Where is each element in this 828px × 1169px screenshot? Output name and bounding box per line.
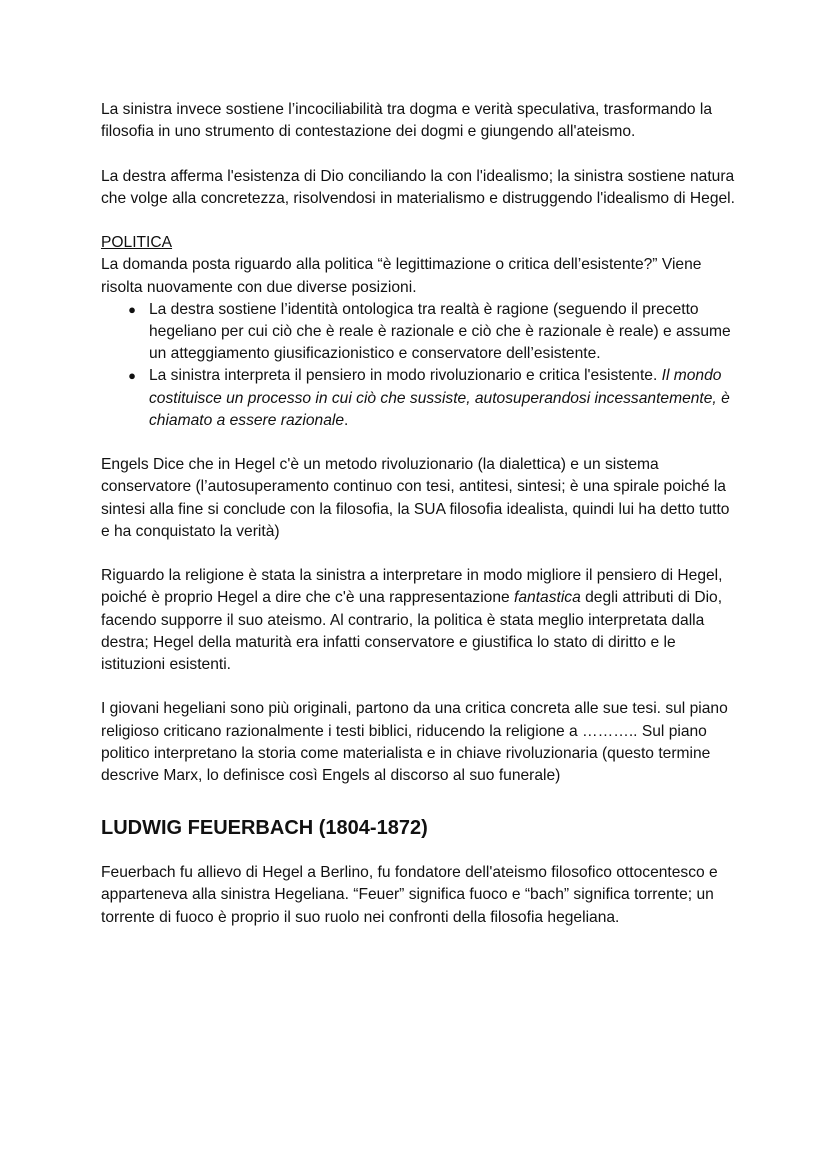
section-gap	[101, 842, 741, 862]
document-page	[101, 99, 741, 929]
paragraph-gap	[101, 210, 741, 232]
bullet-text-destra: La destra sostiene l’identità ontologica tra realtà è ragione (seguendo il precetto hegeliano per cui ciò che è reale è razionale e ciò che è razionale è reale) e assume un atteggiamento giusificazionistico e conservatore dell’esistente.	[149, 300, 731, 363]
bullet-text-sinistra-end: .	[344, 411, 349, 429]
paragraph-destra-sinistra: La destra afferma l'esistenza di Dio conciliando la con l'idealismo; la sinistra sostiene natura che volge alla concretezza, risolvendosi in materialismo e distruggendo l'idealismo di Hegel.	[101, 167, 735, 207]
bullet-text-sinistra: La sinistra interpreta il pensiero in modo rivoluzionario e critica l'esistente.	[149, 367, 662, 385]
bullet-text-sinistra-italic: Il mondo costituisce un processo in cui ciò che sussiste, autosuperandosi incessantemente, è chiamato a essere razionale	[149, 367, 730, 429]
politica-heading: POLITICA	[101, 234, 173, 252]
paragraph-religione	[101, 565, 741, 676]
bullet-icon: ●	[128, 368, 136, 384]
paragraph-gap	[101, 143, 741, 165]
religione-italic-word: fantastica	[514, 589, 581, 607]
paragraph-feuerbach: Feuerbach fu allievo di Hegel a Berlino, fu fondatore dell'ateismo filosofico ottocentesco e apparteneva alla sinistra Hegeliana. “Feuer” significa fuoco e “bach” significa torrente; un torrente di fuoco è proprio il suo ruolo nei confronti della filosofia hegeliana.	[101, 864, 718, 926]
paragraph-gap	[101, 432, 741, 454]
section-gap	[101, 787, 741, 814]
paragraph-engels: Engels Dice che in Hegel c'è un metodo rivoluzionario (la dialettica) e un sistema conservatore (l’autosuperamento continuo con tesi, antitesi, sintesi; è una spirale poiché la sintesi alla fine si conclude con la filosofia, la SUA filosofia idealista, quindi lui ha detto tutto e ha conquistato la verità)	[101, 456, 730, 540]
politica-intro: La domanda posta riguardo alla politica “è legittimazione o critica dell’esistente?” Viene risolta nuovamente con due diverse posizioni.	[101, 256, 702, 296]
paragraph-gap	[101, 676, 741, 698]
paragraph-giovani-hegeliani: I giovani hegeliani sono più originali, partono da una critica concreta alle sue tesi. sul piano religioso criticano razionalmente i testi biblici, riducendo la religione a ……….. Sul piano politico interpretano la storia come materialista e in chiave rivoluzionaria (questo termine descrive Marx, lo definisce così Engels al discorso al suo funerale)	[101, 700, 728, 785]
paragraph-sinistra-religione: La sinistra invece sostiene l’incociliabilità tra dogma e verità speculativa, trasformando la filosofia in uno strumento di contestazione dei dogmi e giungendo all'ateismo.	[101, 101, 713, 141]
politica-bullet-list	[101, 299, 741, 432]
section-title-feuerbach: LUDWIG FEUERBACH (1804-1872)	[101, 817, 428, 840]
religione-text-1: Riguardo la religione è stata la sinistra a interpretare in modo migliore il pensiero di Hegel, poiché è proprio Hegel a dire che c'è una rappresentazione	[101, 567, 723, 607]
religione-text-2: degli attributi di Dio, facendo supporre il suo ateismo. Al contrario, la politica è stata meglio interpretata dalla destra; Hegel della maturità era infatti conservatore e giustifica lo stato di diritto e le istituzioni esistenti.	[101, 589, 723, 674]
list-item	[101, 365, 741, 432]
paragraph-gap	[101, 543, 741, 565]
list-item	[101, 299, 741, 366]
bullet-icon: ●	[128, 301, 136, 317]
